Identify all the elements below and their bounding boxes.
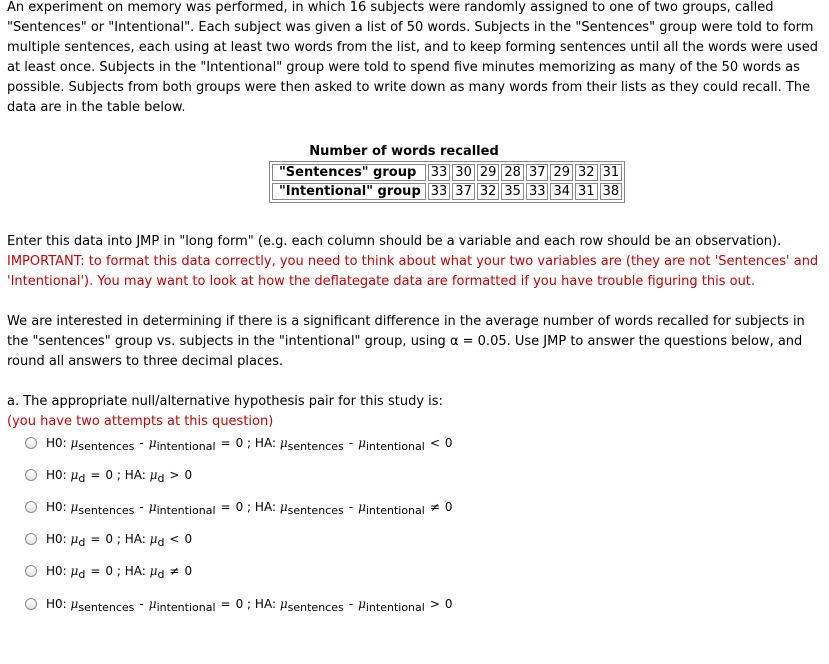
- difference-expression: [70, 532, 86, 549]
- intro-paragraph: An experiment on memory was performed, in which 16 subjects were randomly assigned to one of two groups, called "Sentences" or "Intentional". Each subject was given a list of 50 words. Subjects in the "Sentences" group were told to form multiple sentences, each using at least two words from the list, and to keep forming sentences until all the words were used at least once. Subjects in the "Intentional" group were told to spend five minutes memorizing as many of the 50 words as possible. Subjects from both groups were then asked to write down as many words from their lists as they could recall. The data are in the table below.: [7, 0, 818, 115]
- minus-sign: -: [348, 500, 354, 514]
- alt-label: HA:: [254, 436, 276, 450]
- minus-sign: -: [348, 436, 354, 450]
- mu-subscript: d: [157, 472, 165, 485]
- null-label: H0:: [46, 436, 67, 450]
- mu-subscript: d: [157, 536, 165, 549]
- radio-button[interactable]: [25, 437, 37, 449]
- instructions-line: Enter this data into JMP in "long form" (e.g. each column should be a variable and each row should be an observation).: [7, 234, 782, 249]
- alt-label: HA:: [254, 500, 276, 514]
- null-label: H0:: [46, 468, 67, 482]
- table-row: [272, 183, 622, 200]
- minus-sign: -: [139, 500, 144, 514]
- mu-symbol: μ: [358, 597, 366, 611]
- equals-sign: =: [220, 500, 231, 514]
- mu-subscript: sentences: [287, 601, 344, 614]
- alt-operator: >: [429, 597, 440, 611]
- mu-symbol: μ: [149, 564, 158, 578]
- table-cell: 38: [600, 183, 623, 200]
- words-recalled-table: [269, 143, 625, 203]
- mu-term: [358, 436, 425, 453]
- mu-term: [279, 500, 344, 517]
- mu-subscript: intentional: [156, 504, 216, 517]
- mu-term: [70, 468, 86, 485]
- difference-expression: [279, 597, 425, 614]
- mu-subscript: intentional: [156, 440, 216, 453]
- table-cell: 31: [600, 164, 623, 181]
- row-label: "Intentional" group: [272, 183, 426, 200]
- alt-value: 0: [444, 500, 453, 514]
- mu-term: [149, 532, 165, 549]
- mu-symbol: μ: [358, 436, 366, 450]
- mu-term: [148, 500, 216, 517]
- option-label: [46, 532, 193, 549]
- mu-term: [279, 597, 344, 614]
- table-cell: 29: [550, 164, 573, 181]
- mu-symbol: μ: [70, 564, 79, 578]
- mu-symbol: μ: [70, 597, 79, 611]
- table-caption: Number of words recalled: [309, 144, 499, 159]
- alt-value: 0: [444, 436, 453, 450]
- table-cell: 30: [452, 164, 475, 181]
- mu-subscript: intentional: [365, 440, 425, 453]
- difference-expression: [279, 436, 425, 453]
- table-cell: 31: [575, 183, 598, 200]
- option-label: [46, 436, 453, 453]
- radio-button[interactable]: [25, 469, 37, 481]
- alt-operator: <: [169, 532, 180, 546]
- null-value: 0 ;: [235, 500, 252, 514]
- mu-subscript: d: [157, 568, 165, 581]
- mu-symbol: μ: [70, 436, 79, 450]
- attempts-note: (you have two attempts at this question): [7, 414, 274, 429]
- mu-term: [70, 436, 135, 453]
- mu-subscript: intentional: [365, 601, 425, 614]
- equals-sign: =: [90, 532, 101, 546]
- hypothesis-option[interactable]: [25, 594, 453, 614]
- mu-subscript: sentences: [78, 440, 135, 453]
- radio-button[interactable]: [25, 565, 37, 577]
- mu-symbol: μ: [148, 500, 157, 514]
- mu-symbol: μ: [358, 500, 366, 514]
- mu-term: [148, 597, 216, 614]
- null-value: 0 ;: [235, 436, 252, 450]
- equals-sign: =: [220, 436, 231, 450]
- alt-label: HA:: [124, 468, 146, 482]
- table-cell: 28: [501, 164, 524, 181]
- null-label: H0:: [46, 532, 67, 546]
- table-cell: 29: [477, 164, 500, 181]
- mu-subscript: sentences: [78, 601, 135, 614]
- table-cell: 37: [452, 183, 475, 200]
- mu-subscript: d: [78, 472, 86, 485]
- table-cell: 33: [526, 183, 549, 200]
- equals-sign: =: [220, 597, 231, 611]
- mu-symbol: μ: [70, 468, 79, 482]
- minus-sign: -: [139, 436, 144, 450]
- mu-subscript: intentional: [156, 601, 216, 614]
- mu-term: [148, 436, 216, 453]
- mu-term: [279, 436, 344, 453]
- option-label: [46, 564, 193, 581]
- alt-label: HA:: [124, 564, 146, 578]
- null-value: 0 ;: [105, 532, 121, 546]
- mu-symbol: μ: [70, 500, 79, 514]
- mu-subscript: d: [78, 568, 86, 581]
- option-label: [46, 597, 453, 614]
- null-label: H0:: [46, 500, 67, 514]
- null-value: 0 ;: [105, 564, 121, 578]
- mu-symbol: μ: [70, 532, 79, 546]
- mu-symbol: μ: [279, 597, 288, 611]
- important-note: IMPORTANT: to format this data correctly, you need to think about what your two variables are (they are not 'Sentences' and 'Intentional'). You may want to look at how the deflategate data are formatted if you have trouble figuring this out.: [7, 254, 819, 289]
- mu-subscript: sentences: [287, 440, 344, 453]
- alt-value: 0: [184, 532, 193, 546]
- table-cell: 33: [428, 164, 451, 181]
- instructions-paragraph: [7, 232, 822, 292]
- mu-symbol: μ: [149, 532, 158, 546]
- mu-symbol: μ: [149, 468, 158, 482]
- mu-subscript: sentences: [287, 504, 344, 517]
- option-label: [46, 468, 193, 485]
- option-label: [46, 500, 453, 517]
- radio-button[interactable]: [25, 501, 37, 513]
- minus-sign: -: [139, 597, 144, 611]
- table-cell: 37: [526, 164, 549, 181]
- table-cell: 32: [477, 183, 500, 200]
- alt-value: 0: [184, 564, 193, 578]
- question-block: [7, 392, 822, 432]
- question-prompt: a. The appropriate null/alternative hypothesis pair for this study is:: [7, 394, 443, 409]
- difference-expression: [70, 436, 216, 453]
- mu-term: [70, 500, 135, 517]
- radio-button[interactable]: [25, 598, 37, 610]
- table-cell: 32: [575, 164, 598, 181]
- hypothesis-option[interactable]: [25, 529, 192, 549]
- alt-operator: ≠: [169, 564, 180, 578]
- hypothesis-option[interactable]: [25, 433, 453, 453]
- alt-label: HA:: [124, 532, 146, 546]
- alt-value: 0: [444, 597, 453, 611]
- difference-expression: [70, 500, 216, 517]
- equals-sign: =: [90, 468, 101, 482]
- alt-value: 0: [184, 468, 193, 482]
- interest-paragraph: We are interested in determining if there is a significant difference in the average number of words recalled for subjects in the "sentences" group vs. subjects in the "intentional" group, using α = 0.05. Use JMP to answer the questions below, and round all answers to three decimal places.: [7, 314, 805, 369]
- mu-term: [70, 597, 135, 614]
- null-label: H0:: [46, 597, 67, 611]
- hypothesis-option[interactable]: [25, 561, 192, 581]
- data-table: [269, 161, 625, 203]
- mu-term: [149, 468, 165, 485]
- equals-sign: =: [90, 564, 101, 578]
- difference-expression: [70, 564, 86, 581]
- alt-label: HA:: [254, 597, 276, 611]
- difference-expression: [149, 468, 165, 485]
- table-cell: 33: [428, 183, 451, 200]
- difference-expression: [149, 532, 165, 549]
- radio-button[interactable]: [25, 533, 37, 545]
- mu-term: [358, 597, 425, 614]
- mu-symbol: μ: [279, 500, 288, 514]
- difference-expression: [70, 468, 86, 485]
- mu-term: [70, 564, 86, 581]
- null-value: 0 ;: [235, 597, 252, 611]
- difference-expression: [70, 597, 216, 614]
- mu-subscript: d: [78, 536, 86, 549]
- alt-operator: >: [169, 468, 180, 482]
- alt-operator: ≠: [429, 500, 440, 514]
- null-value: 0 ;: [105, 468, 121, 482]
- table-cell: 34: [550, 183, 573, 200]
- mu-symbol: μ: [279, 436, 288, 450]
- null-label: H0:: [46, 564, 67, 578]
- mu-symbol: μ: [148, 436, 157, 450]
- mu-symbol: μ: [148, 597, 157, 611]
- minus-sign: -: [348, 597, 354, 611]
- mu-subscript: sentences: [78, 504, 135, 517]
- mu-term: [70, 532, 86, 549]
- mu-subscript: intentional: [365, 504, 425, 517]
- mu-term: [149, 564, 165, 581]
- difference-expression: [149, 564, 165, 581]
- mu-term: [358, 500, 425, 517]
- difference-expression: [279, 500, 425, 517]
- alt-operator: <: [429, 436, 440, 450]
- hypothesis-option[interactable]: [25, 497, 453, 517]
- table-cell: 35: [501, 183, 524, 200]
- table-row: [272, 164, 622, 181]
- hypothesis-option[interactable]: [25, 465, 192, 485]
- row-label: "Sentences" group: [272, 164, 426, 181]
